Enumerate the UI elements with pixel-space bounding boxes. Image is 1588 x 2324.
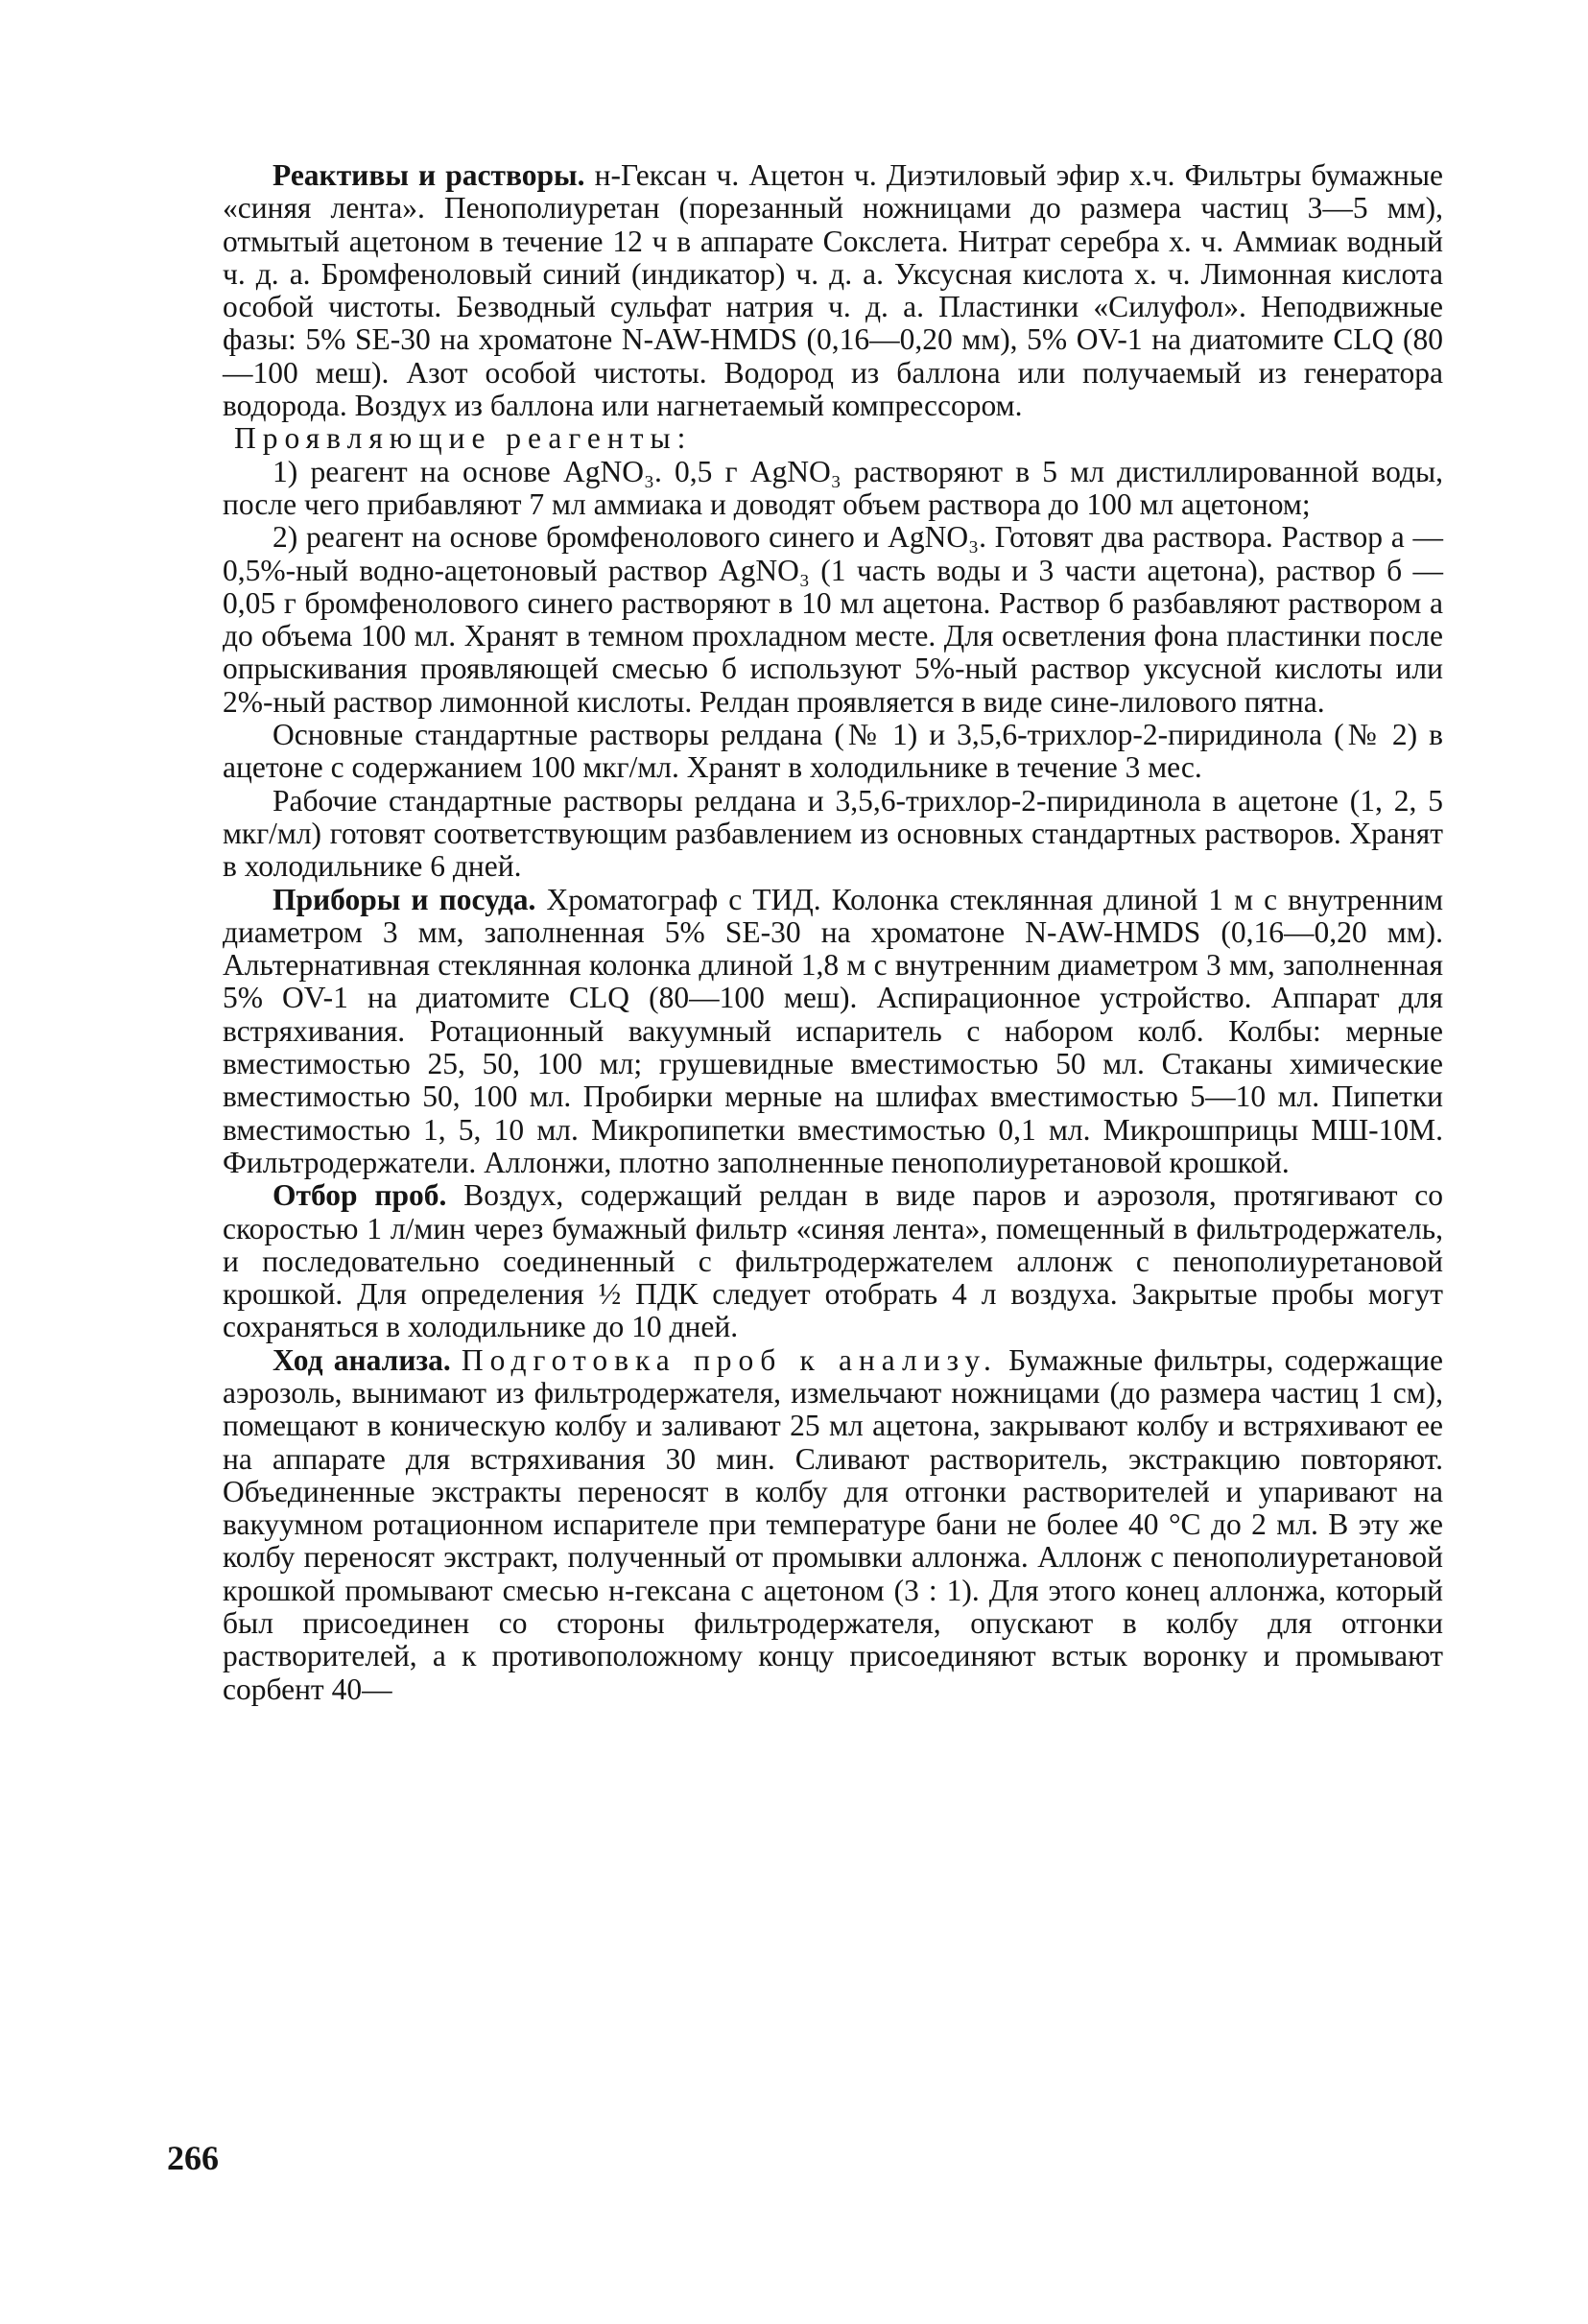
reagent-item-2: 2) реагент на основе бромфенолового синего и AgNO₃. Готовят два раствора. Раствор а — 0,5%-ный водно-ацетоновый раствор AgNO₃ (1 часть воды и 3 части ацетона), раствор б — 0,05 г бромфенолового синего растворяют в 10 мл ацетона. Раствор б разбавляют раствором а до объема 100 мл. Хранят в темном прохладном месте. Для осветления фона пластинки после опрыскивания проявляющей смесью б используют 5%-ный раствор уксусной кислоты или 2%-ный раствор лимонной кислоты. Релдан проявляется в виде сине-лилового пятна.	[223, 520, 1443, 719]
analysis-paragraph	[223, 1344, 1443, 1706]
reagents-text: н-Гексан ч. Ацетон ч. Диэтиловый эфир х.ч. Фильтры бумажные «синяя лента». Пенополиуретан (порезанный ножницами до размера частиц 3—5 мм), отмытый ацетоном в течение 12 ч в аппарате Сокслета. Нитрат серебра х. ч. Аммиак водный ч. д. а. Бромфеноловый синий (индикатор) ч. д. а. Уксусная кислота х. ч. Лимонная кислота особой чистоты. Безводный сульфат натрия ч. д. а. Пластинки «Силуфол». Неподвижные фазы: 5% SE-30 на хроматоне N-AW-HMDS (0,16—0,20 мм), 5% OV-1 на диатомите CLQ (80—100 меш). Азот особой чистоты. Водород из баллона или получаемый из генератора водорода. Воздух из баллона или нагнетаемый компрессором.	[223, 158, 1444, 423]
stock-solutions-paragraph: Основные стандартные растворы релдана (№ 1) и 3,5,6-трихлор-2-пиридинола (№ 2) в ацетоне с содержанием 100 мкг/мл. Хранят в холодильнике в течение 3 мес.	[223, 718, 1443, 785]
reagents-lead: Реактивы и растворы.	[273, 158, 585, 192]
reagent-item-1: 1) реагент на основе AgNO₃. 0,5 г AgNO₃ растворяют в 5 мл дистиллированной воды, после чего прибавляют 7 мл аммиака и доводят объем раствора до 100 мл ацетоном;	[223, 454, 1443, 521]
reagents-paragraph	[223, 159, 1443, 422]
analysis-lead: Ход анализа.	[273, 1342, 451, 1377]
sampling-lead: Отбор проб.	[273, 1178, 447, 1213]
developing-reagents-heading: Проявляющие реагенты:	[234, 421, 693, 456]
equipment-paragraph	[223, 884, 1443, 1180]
sampling-text: Воздух, содержащий релдан в виде паров и аэрозоля, протягивают со скоростью 1 л/мин через бумажный фильтр «синяя лента», помещенный в фильтродержатель, и последовательно соединенный с фильтродержателем аллонж с пенополиуретановой крошкой. Для определения ½ ПДК следует отобрать 4 л воздуха. Закрытые пробы могут сохраняться в холодильнике до 10 дней.	[223, 1178, 1443, 1344]
page-body	[223, 159, 1443, 1706]
equipment-lead: Приборы и посуда.	[273, 882, 536, 916]
analysis-subhead: Подготовка проб к анализу.	[461, 1342, 998, 1377]
analysis-text: Бумажные фильтры, содержащие аэрозоль, вынимают из фильтродержателя, измельчают ножницами (до размера частиц 1 см), помещают в коническую колбу и заливают 25 мл ацетона, закрывают колбу и встряхивают ее на аппарате для встряхивания 30 мин. Сливают растворитель, экстракцию повторяют. Объединенные экстракты переносят в колбу для отгонки растворителей и упаривают на вакуумном ротационном испарителе при температуре бани не более 40 °С до 2 мл. В эту же колбу переносят экстракт, полученный от промывки аллонжа. Аллонж с пенополиуретановой крошкой промывают смесью н-гексана с ацетоном (3 : 1). Для этого конец аллонжа, который был присоединен со стороны фильтродержателя, опускают в колбу для отгонки растворителей, а к противоположному концу присоединяют встык воронку и промывают сорбент 40—	[223, 1342, 1444, 1706]
sampling-paragraph	[223, 1179, 1443, 1343]
equipment-text: Хроматограф с ТИД. Колонка стеклянная длиной 1 м с внутренним диаметром 3 мм, заполненная 5% SE-30 на хроматоне N-AW-HMDS (0,16—0,20 мм). Альтернативная стеклянная колонка длиной 1,8 м с внутренним диаметром 3 мм, заполненная 5% OV-1 на диатомите CLQ (80—100 меш). Аспирационное устройство. Аппарат для встряхивания. Ротационный вакуумный испаритель с набором колб. Колбы: мерные вместимостью 25, 50, 100 мл; грушевидные вместимостью 50 мл. Стаканы химические вместимостью 50, 100 мл. Пробирки мерные на шлифах вместимостью 5—10 мл. Пипетки вместимостью 1, 5, 10 мл. Микропипетки вместимостью 0,1 мл. Микрошприцы МШ-10М. Фильтродержатели. Аллонжи, плотно заполненные пенополиуретановой крошкой.	[223, 882, 1444, 1179]
page-number: 266	[167, 2139, 219, 2177]
working-solutions-paragraph: Рабочие стандартные растворы релдана и 3,5,6-трихлор-2-пиридинола в ацетоне (1, 2, 5 мкг/мл) готовят соответствующим разбавлением из основных стандартных растворов. Хранят в холодильнике 6 дней.	[223, 783, 1443, 884]
